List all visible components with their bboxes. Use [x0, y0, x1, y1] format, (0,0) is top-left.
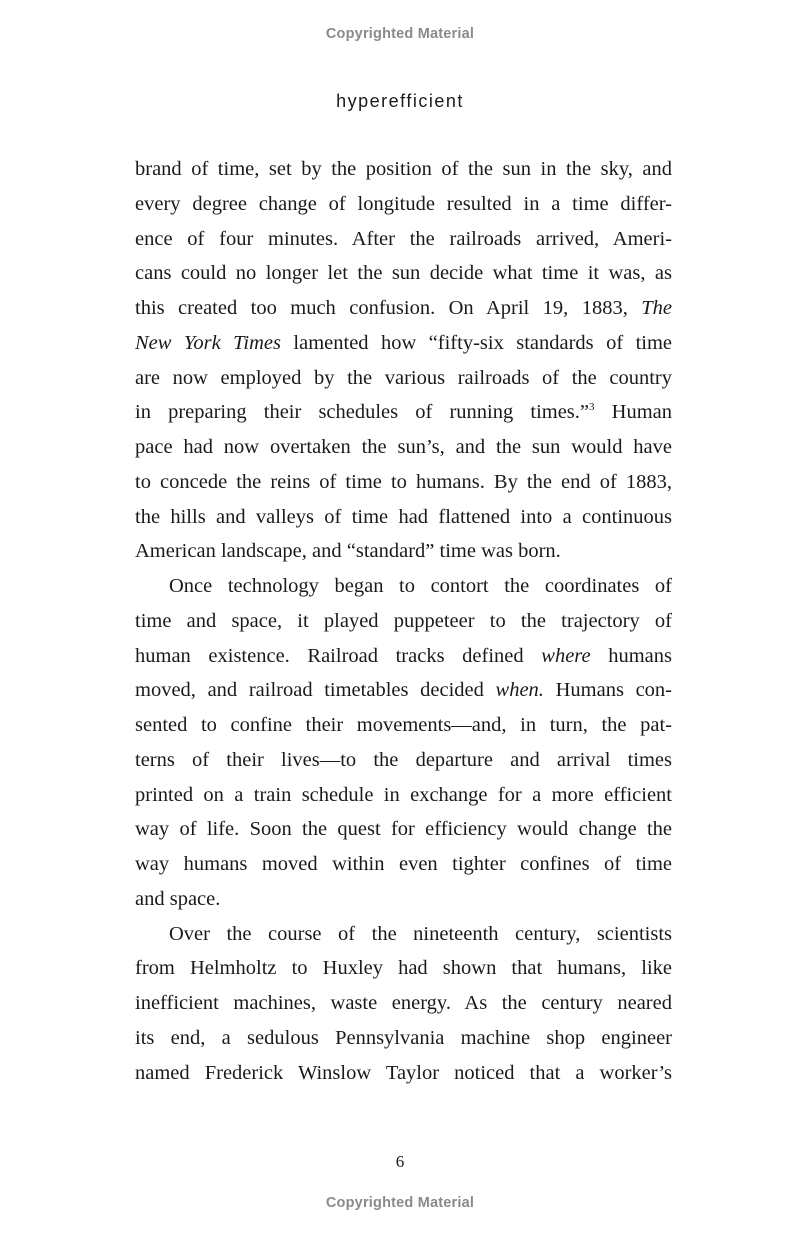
text-line — [135, 291, 672, 326]
text-line: way of life. Soon the quest for efficiency would change the — [135, 818, 672, 841]
text-line: pace had now overtaken the sun’s, and the sun would have — [135, 436, 672, 458]
text-line: its end, a sedulous Pennsylvania machine shop engineer — [135, 1026, 672, 1049]
body-text — [135, 152, 672, 1090]
text-line: every degree change of longitude resulted in a time differ- — [135, 192, 672, 215]
copyright-watermark-bottom: Copyrighted Material — [325, 1195, 475, 1211]
copyright-watermark-top: Copyrighted Material — [325, 26, 475, 42]
text-span: lamented how “fifty-six standards of time — [293, 331, 672, 354]
text-line: to concede the reins of time to humans. By the end of 1883, — [135, 470, 672, 493]
text-line: cans could no longer let the sun decide what time it was, as — [135, 262, 672, 285]
text-line: way humans moved within even tighter confines of time — [135, 853, 672, 875]
text-line: brand of time, set by the position of the sun in the sky, and — [135, 158, 672, 180]
text-line: the hills and valleys of time had flattened into a continuous — [135, 505, 672, 528]
text-line: terns of their lives—to the departure and arrival times — [135, 748, 672, 771]
running-head: hyperefficient — [336, 91, 464, 111]
text-line — [135, 673, 672, 708]
text-line: Once technology began to contort the coordinates of — [169, 575, 672, 597]
italic-title: New York Times — [135, 331, 281, 354]
text-line — [135, 639, 672, 674]
italic-word: when. — [495, 679, 544, 702]
text-span: moved, and railroad timetables decided — [135, 679, 484, 702]
footnote-marker: 3 — [589, 401, 595, 414]
paragraph-2 — [135, 569, 672, 917]
text-line: named Frederick Winslow Taylor noticed that a worker’s — [135, 1061, 672, 1084]
text-span: humans — [608, 644, 672, 667]
text-line: and space. — [135, 887, 221, 910]
page-number: 6 — [395, 1152, 405, 1171]
text-line: Over the course of the nineteenth century, scientists — [169, 922, 672, 945]
text-span: human existence. Railroad tracks defined — [135, 644, 524, 667]
text-line: ence of four minutes. After the railroads arrived, Ameri- — [135, 227, 672, 250]
text-line: sented to confine their movements—and, in turn, the pat- — [135, 714, 672, 736]
text-line: American landscape, and “standard” time was born. — [135, 540, 561, 563]
text-span: Humans con- — [555, 679, 672, 702]
text-span: Human — [611, 401, 672, 424]
paragraph-3 — [135, 917, 672, 1091]
text-line: printed on a train schedule in exchange for a more efficient — [135, 783, 672, 806]
text-line: from Helmholtz to Huxley had shown that humans, like — [135, 957, 672, 980]
text-span: this created too much confusion. On April 19, 1883, — [135, 297, 628, 319]
text-line: are now employed by the various railroads of the country — [135, 366, 672, 389]
italic-word: where — [541, 644, 591, 667]
text-line: inefficient machines, waste energy. As the century neared — [135, 992, 672, 1014]
paragraph-1 — [135, 152, 672, 569]
text-line: time and space, it played puppeteer to the trajectory of — [135, 609, 672, 632]
text-line — [135, 326, 672, 361]
text-line — [135, 395, 672, 430]
italic-title: The — [641, 297, 672, 319]
text-span: in preparing their schedules of running times.” — [135, 401, 590, 424]
